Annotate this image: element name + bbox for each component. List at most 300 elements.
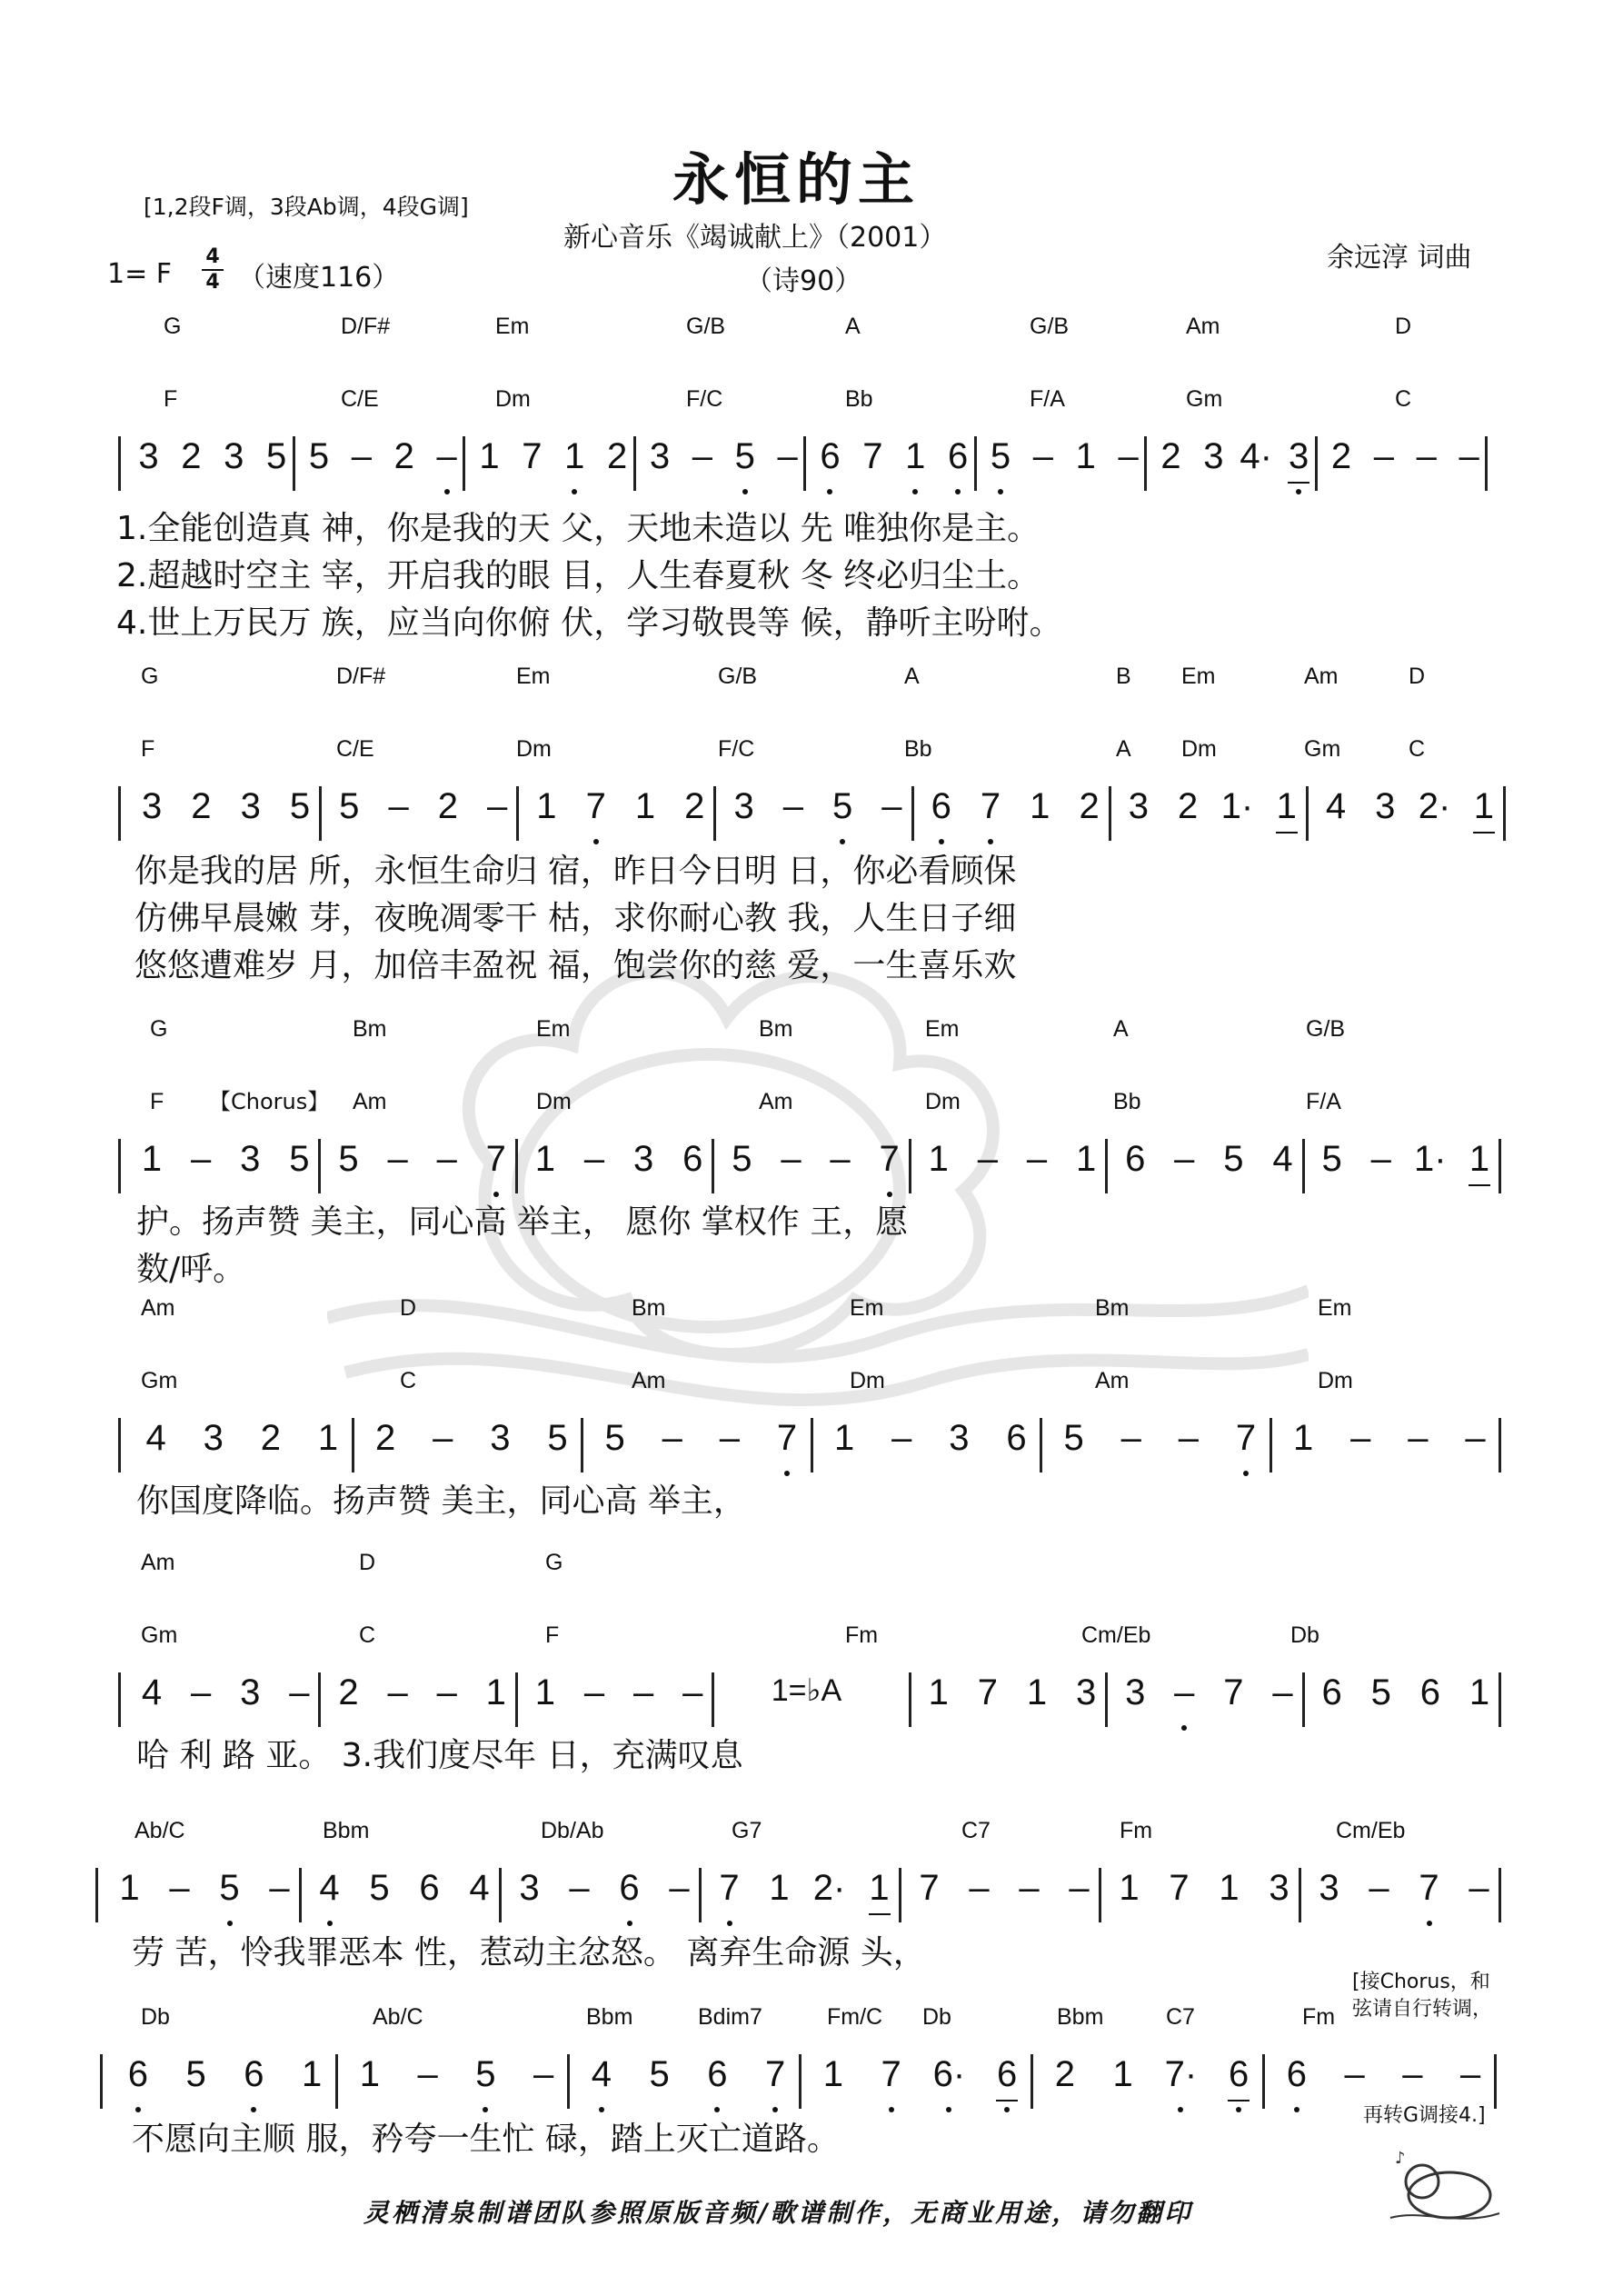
note: 1 <box>534 1672 556 1712</box>
beam-underline <box>1228 2100 1250 2101</box>
notation-row <box>0 436 1623 491</box>
note: 3 <box>1128 786 1149 826</box>
note: 5 <box>185 2054 206 2094</box>
octave-dot <box>1427 1921 1432 1926</box>
note: 4 <box>141 1672 163 1712</box>
chord-symbol: G/B <box>1030 314 1070 339</box>
note: 7 <box>1223 1672 1244 1712</box>
chord-symbol: G <box>164 314 182 339</box>
note: 1 <box>534 1139 556 1179</box>
barline <box>100 2054 103 2109</box>
notation-row <box>0 786 1623 841</box>
chord-symbol: Dm <box>536 1089 572 1114</box>
note: – <box>782 786 803 826</box>
octave-dot <box>727 1921 732 1926</box>
chord-symbol: Dm <box>850 1368 885 1393</box>
barline <box>118 1672 121 1727</box>
side-note-mid: 弦请自行转调， <box>1352 1998 1493 2021</box>
chorus-label: 【Chorus】 <box>209 1089 330 1114</box>
note: – <box>1344 2054 1365 2094</box>
note: 5 <box>547 1418 568 1458</box>
note: 7 <box>980 786 1001 826</box>
chord-symbol: D <box>1409 664 1426 689</box>
chord-symbol: C <box>1409 736 1426 762</box>
lyric-line-2: 仿佛早晨嫩 芽，夜晚凋零干 枯，求你耐心教 我，人生日子细 <box>134 900 1017 937</box>
chord-symbol: Am <box>353 1089 387 1114</box>
octave-dot <box>593 839 599 844</box>
octave-dot <box>483 2107 488 2112</box>
lyric-line-1: 你国度降临。扬声赞 美主，同心高 举主， <box>136 1482 746 1520</box>
note: 2· <box>812 1868 846 1908</box>
barline <box>319 786 322 841</box>
note: 6 <box>1321 1672 1342 1712</box>
note: 5 <box>832 786 853 826</box>
source: 新心音乐《竭诚献上》（2001） <box>563 222 947 254</box>
note: – <box>669 1868 690 1908</box>
chord-symbol: B <box>1116 664 1131 689</box>
chord-symbol: Ab/C <box>134 1818 185 1843</box>
note: 2 <box>260 1418 281 1458</box>
barline <box>713 786 716 841</box>
note: – <box>1019 1868 1040 1908</box>
chord-symbol: Cm/Eb <box>1081 1622 1151 1648</box>
note: 4 <box>469 1868 490 1908</box>
octave-dot <box>1243 1471 1249 1476</box>
note: – <box>289 1672 310 1712</box>
chord-symbol: A <box>845 314 861 339</box>
chord-symbol: Gm <box>1186 386 1223 412</box>
note: 2 <box>437 786 458 826</box>
chord-symbol: A <box>1116 736 1131 762</box>
note: – <box>781 1139 802 1179</box>
octave-dot <box>840 839 845 844</box>
note: 1 <box>833 1418 855 1458</box>
barline <box>1499 1868 1501 1922</box>
note: – <box>1459 436 1479 476</box>
note: 3 <box>142 786 163 826</box>
chord-symbol: Fm <box>845 1622 879 1648</box>
chord-symbol: G <box>545 1550 563 1575</box>
note: 7 <box>879 1139 900 1179</box>
barline <box>699 1868 702 1922</box>
note: 5 <box>219 1868 240 1908</box>
barline <box>1485 436 1488 491</box>
note: – <box>436 1672 457 1712</box>
barline <box>1499 1672 1501 1727</box>
beam-underline <box>1469 1184 1490 1186</box>
note: 4 <box>1272 1139 1293 1179</box>
note: – <box>191 1672 212 1712</box>
footer-note: 灵栖清泉制谱团队参照原版音频/歌谱制作，无商业用途，请勿翻印 <box>363 2198 1193 2228</box>
chord-symbol: Bb <box>904 736 932 762</box>
tempo: （速度116） <box>238 262 400 294</box>
note: – <box>533 2054 554 2094</box>
barline <box>909 1672 911 1727</box>
note: – <box>891 1418 912 1458</box>
chord-symbol: D/F# <box>341 314 391 339</box>
chord-symbol: Am <box>759 1089 793 1114</box>
notation-row <box>0 1672 1623 1727</box>
note: 3 <box>240 786 261 826</box>
lyric-line-2: 2.超越时空主 宰，开启我的眼 目，人生春夏秋 冬 终必归尘土。 <box>116 557 1041 594</box>
chord-symbol: C <box>359 1622 376 1648</box>
note: – <box>417 2054 438 2094</box>
chord-symbol: G <box>141 664 159 689</box>
song-title: 永恒的主 <box>672 146 921 213</box>
octave-dot <box>939 839 944 844</box>
lyric-line-1: 哈 利 路 亚。 3.我们度尽年 日，充满叹息 <box>136 1737 743 1774</box>
chord-symbol: F/C <box>718 736 755 762</box>
chord-symbol: F <box>164 386 178 412</box>
barline <box>712 1139 714 1193</box>
barline <box>1099 1868 1101 1922</box>
barline <box>1270 1418 1272 1472</box>
barline <box>299 1868 302 1922</box>
lyric-line-2: 数/呼。 <box>136 1251 246 1288</box>
note: – <box>1350 1418 1371 1458</box>
chord-symbol: D <box>1395 314 1412 339</box>
chord-symbol: Em <box>516 664 551 689</box>
notation-row <box>0 1868 1623 1922</box>
chord-symbol: Gm <box>141 1622 178 1648</box>
chord-symbol: C7 <box>1166 2004 1195 2030</box>
note: 2 <box>684 786 705 826</box>
octave-dot <box>1004 2107 1010 2112</box>
note: 7 <box>776 1418 798 1458</box>
note: – <box>1118 436 1139 476</box>
note: 1 <box>479 436 500 476</box>
note: 1 <box>769 1868 790 1908</box>
note: 2 <box>1079 786 1100 826</box>
octave-dot <box>955 489 961 494</box>
note: 3 <box>1269 1868 1289 1908</box>
note: 5 <box>1321 1139 1342 1179</box>
note: 7 <box>585 786 606 826</box>
note: 1 <box>869 1868 890 1908</box>
chord-symbol: Dm <box>516 736 552 762</box>
octave-dot <box>988 839 993 844</box>
note: 1 <box>302 2054 323 2094</box>
lyric-line-3: 4.世上万民万 族，应当向你俯 伏，学习敬畏等 候，静听主吩咐。 <box>116 604 1062 642</box>
key-note: [1,2段F调，3段Ab调，4段G调] <box>144 194 469 220</box>
note: 1 <box>928 1672 949 1712</box>
chord-symbol: Fm <box>1120 1818 1153 1843</box>
chord-symbol: G/B <box>1306 1016 1346 1042</box>
note: 1 <box>634 786 656 826</box>
note: 1 <box>564 436 585 476</box>
barline <box>516 786 519 841</box>
note: – <box>387 1672 408 1712</box>
barline <box>811 1418 813 1472</box>
barline <box>1499 1418 1501 1472</box>
chord-symbol: G7 <box>732 1818 762 1843</box>
note: 1 <box>1075 436 1096 476</box>
note: 5 <box>289 1139 310 1179</box>
chord-symbol: C <box>400 1368 417 1393</box>
note: 2 <box>374 1418 396 1458</box>
barline <box>1105 1672 1108 1727</box>
chord-symbol: Fm <box>1302 2004 1336 2030</box>
note: 1· <box>1414 1139 1447 1179</box>
chord-symbol: D <box>359 1550 376 1575</box>
note: – <box>387 1139 408 1179</box>
barline <box>974 436 977 491</box>
barline <box>318 1672 321 1727</box>
note: 2 <box>1178 786 1199 826</box>
chord-symbol: G/B <box>718 664 758 689</box>
note: 1 <box>1473 786 1494 826</box>
note: 2· <box>1418 786 1451 826</box>
chord-symbol: Bdim7 <box>698 2004 762 2030</box>
beam-underline <box>869 1913 891 1915</box>
note: – <box>977 1139 998 1179</box>
barline <box>899 1868 901 1922</box>
barline <box>911 786 914 841</box>
octave-dot <box>772 2107 778 2112</box>
chord-symbol: F/A <box>1306 1089 1341 1114</box>
note: 2 <box>181 436 202 476</box>
barline <box>909 1139 911 1193</box>
note: – <box>1174 1139 1195 1179</box>
octave-dot <box>889 2107 894 2112</box>
chord-symbol: F <box>545 1622 560 1648</box>
note: 1 <box>536 786 557 826</box>
note: 6 <box>997 2054 1018 2094</box>
note: – <box>633 1672 654 1712</box>
note: 7 <box>1419 1868 1439 1908</box>
note: 1 <box>1112 2054 1133 2094</box>
chord-symbol: Db <box>141 2004 170 2030</box>
chord-symbol: F/C <box>686 386 723 412</box>
barline <box>1109 786 1111 841</box>
note: 3 <box>138 436 159 476</box>
note: 5 <box>1063 1418 1084 1458</box>
note: 3 <box>519 1868 540 1908</box>
chord-symbol: Ab/C <box>373 2004 423 2030</box>
octave-dot <box>327 1921 333 1926</box>
note: 4 <box>1325 786 1347 826</box>
note: 3 <box>1125 1672 1146 1712</box>
note: – <box>682 1672 703 1712</box>
note: 3 <box>1319 1868 1339 1908</box>
time-bottom: 4 <box>205 271 220 294</box>
note: 1 <box>905 436 926 476</box>
chord-symbol: Am <box>1186 314 1220 339</box>
octave-dot <box>714 2107 720 2112</box>
chord-symbol: Bbm <box>586 2004 633 2030</box>
octave-dot <box>444 489 450 494</box>
note: 3 <box>949 1418 970 1458</box>
chord-symbol: Fm/C <box>827 2004 883 2030</box>
chord-symbol: Bm <box>632 1295 666 1321</box>
barline <box>567 2054 570 2109</box>
note: 6 <box>707 2054 728 2094</box>
note: 1· <box>1220 786 1254 826</box>
note: 6 <box>127 2054 148 2094</box>
note: 5 <box>990 436 1011 476</box>
note: 3 <box>203 1418 224 1458</box>
note: 7 <box>977 1672 998 1712</box>
octave-dot <box>784 1471 790 1476</box>
note: 7 <box>719 1868 740 1908</box>
chord-symbol: Db <box>1290 1622 1319 1648</box>
note: – <box>1174 1672 1195 1712</box>
note: 6 <box>1125 1139 1146 1179</box>
chord-symbol: G/B <box>686 314 726 339</box>
note: 7 <box>1169 1868 1190 1908</box>
chord-symbol: F <box>141 736 155 762</box>
note: 5 <box>339 786 360 826</box>
note: 1 <box>359 2054 380 2094</box>
barline <box>1144 436 1147 491</box>
beam-underline <box>1276 832 1298 834</box>
octave-dot <box>742 489 748 494</box>
note: 2 <box>1160 436 1181 476</box>
note: – <box>433 1418 453 1458</box>
note: 6 <box>820 436 841 476</box>
note: 7 <box>1235 1418 1257 1458</box>
barline <box>1503 786 1506 841</box>
barline <box>293 436 295 491</box>
lyric-line-3: 悠悠遭难岁 月，加倍丰盈祝 福，饱尝你的慈 爱，一生喜乐欢 <box>134 947 1017 984</box>
chord-symbol: D <box>400 1295 417 1321</box>
chord-symbol: Bm <box>353 1016 387 1042</box>
chord-symbol: Em <box>1318 1295 1352 1321</box>
barline <box>581 1418 583 1472</box>
note: – <box>487 786 508 826</box>
chord-symbol: F/A <box>1030 386 1065 412</box>
chord-symbol: Em <box>1181 664 1216 689</box>
barline <box>1499 1139 1501 1193</box>
key-label: 1= F <box>107 258 173 290</box>
chord-symbol: Gm <box>141 1368 178 1393</box>
chord-symbol: Dm <box>495 386 531 412</box>
chord-symbol: C/E <box>336 736 374 762</box>
chord-symbol: Am <box>141 1295 175 1321</box>
note: – <box>692 436 712 476</box>
note: – <box>969 1868 990 1908</box>
note: 3 <box>633 1139 654 1179</box>
barline <box>1105 1139 1108 1193</box>
note: 5 <box>732 1139 752 1179</box>
note: – <box>1032 436 1053 476</box>
barline <box>799 2054 802 2109</box>
note: 5 <box>1223 1139 1244 1179</box>
note: – <box>1373 436 1394 476</box>
note: 3 <box>490 1418 511 1458</box>
note: 5 <box>1370 1672 1391 1712</box>
note: 7 <box>485 1139 506 1179</box>
note: – <box>1460 2054 1481 2094</box>
side-note-bottom: 再转G调接4.] <box>1363 2104 1486 2127</box>
chord-symbol: Em <box>536 1016 571 1042</box>
note: 4 <box>145 1418 166 1458</box>
note: 1 <box>928 1139 949 1179</box>
note: 2 <box>1054 2054 1075 2094</box>
note: – <box>719 1418 740 1458</box>
barline <box>515 1672 518 1727</box>
barline <box>1040 1418 1042 1472</box>
note: – <box>1465 1418 1486 1458</box>
barline <box>1306 786 1309 841</box>
octave-dot <box>135 2107 141 2112</box>
chord-symbol: Bbm <box>323 1818 370 1843</box>
chord-symbol: Dm <box>925 1089 961 1114</box>
note: 6 <box>244 2054 264 2094</box>
chord-symbol: A <box>1113 1016 1129 1042</box>
note: – <box>777 436 798 476</box>
note: 5 <box>308 436 330 476</box>
barline <box>1315 436 1318 491</box>
barline <box>318 1139 321 1193</box>
octave-dot <box>1294 2107 1299 2112</box>
chord-symbol: C7 <box>961 1818 991 1843</box>
note: 6 <box>1286 2054 1307 2094</box>
note: 6 <box>682 1139 703 1179</box>
note: 1 <box>317 1418 339 1458</box>
note: – <box>1026 1139 1048 1179</box>
note: 3 <box>649 436 671 476</box>
note: 2 <box>393 436 414 476</box>
octave-dot <box>998 489 1003 494</box>
chord-symbol: Cm/Eb <box>1336 1818 1406 1843</box>
barline <box>118 436 121 491</box>
barline <box>515 1139 518 1193</box>
note: – <box>569 1868 590 1908</box>
chord-symbol: Bb <box>1113 1089 1141 1114</box>
octave-dot <box>912 489 918 494</box>
lyric-line-1: 你是我的居 所，永恒生命归 宿，昨日今日明 日，你必看顾保 <box>134 853 1017 890</box>
note: – <box>583 1672 605 1712</box>
note: 2 <box>338 1672 359 1712</box>
note: 7 <box>919 1868 940 1908</box>
time-top: 4 <box>205 245 220 268</box>
octave-dot <box>1178 2107 1183 2112</box>
chord-symbol: Dm <box>1181 736 1217 762</box>
note: 2 <box>191 786 212 826</box>
note: 3 <box>1075 1672 1097 1712</box>
barline <box>1031 2054 1033 2109</box>
notation-row <box>0 1418 1623 1472</box>
note: – <box>191 1139 212 1179</box>
chord-symbol: Am <box>632 1368 666 1393</box>
note: 6 <box>619 1868 640 1908</box>
note: 3 <box>733 786 754 826</box>
note: 5 <box>338 1139 359 1179</box>
octave-dot <box>1236 2107 1241 2112</box>
notation-row <box>0 1139 1623 1193</box>
note: 7 <box>522 436 543 476</box>
chord-symbol: Am <box>1304 664 1339 689</box>
chord-symbol: C/E <box>341 386 379 412</box>
chord-symbol: Bbm <box>1057 2004 1104 2030</box>
note: 3 <box>1203 436 1224 476</box>
note: – <box>1120 1418 1141 1458</box>
note: 3 <box>1375 786 1396 826</box>
octave-dot <box>1181 1725 1187 1731</box>
octave-dot <box>827 489 832 494</box>
note: 7 <box>881 2054 901 2094</box>
barline <box>712 1672 714 1727</box>
note: 5 <box>475 2054 496 2094</box>
octave-dot <box>599 2107 604 2112</box>
note: 1 <box>485 1672 506 1712</box>
note: 1 <box>822 2054 843 2094</box>
note: 5 <box>604 1418 625 1458</box>
note: – <box>1416 436 1437 476</box>
svg-text:♪: ♪ <box>1395 2149 1406 2168</box>
note: – <box>169 1868 190 1908</box>
